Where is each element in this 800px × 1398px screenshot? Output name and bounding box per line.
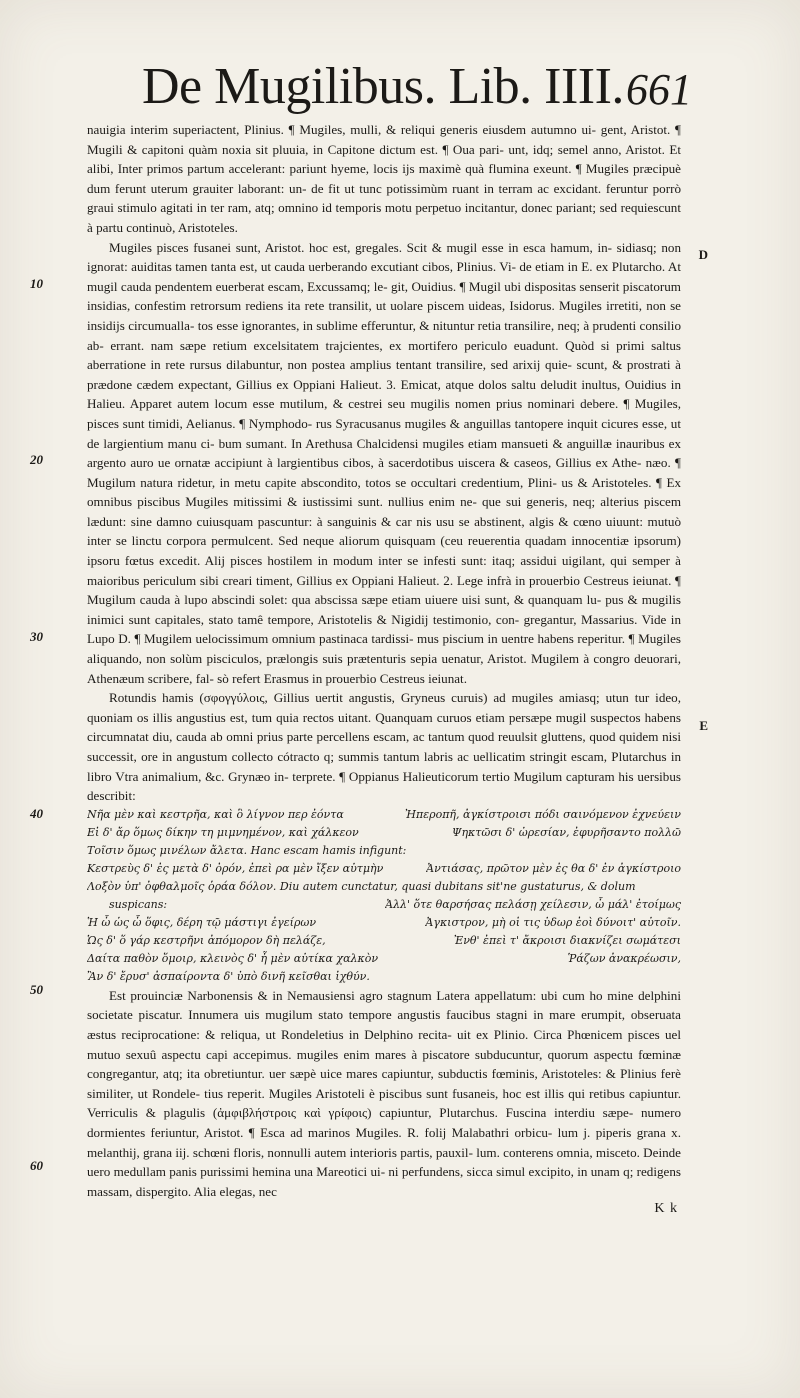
running-title: De Mugilibus. Lib. IIII. bbox=[142, 58, 624, 115]
margin-line-number: 30 bbox=[30, 629, 43, 644]
paragraph: Rotundis hamis (σφογγύλοις, Gillius uertit angustis, Gryneus curuis) ad mugiles amiasq; utun tur ideo, quoniam os illis angustius est, tum quia rectos uitant. Quanquam curuos etiam persæpe mugil suspectos habens circumnatat diu, cauda ab omni prius parte percellens escam, ac tantum quod reuulsit gluttens, quod quidem nisi successit, ore in angustum collecto cótracto q; summis tantum labris ac uellicatim stringit escam, Plutarchus in libro Vtra animalium, &c. Grynæo in- terprete. ¶ Oppianus Halieuticorum tertio Mugilum capturam his uersibus describit: bbox=[87, 690, 681, 804]
margin-line-number: 10 bbox=[30, 276, 43, 291]
margin-section-letter: D bbox=[698, 247, 708, 262]
paragraph: Est prouinciæ Narbonensis & in Nemausiensi agro stagnum Latera appellatum: ubi cum ho mine delphini societate piscatur. Innumera uis mugilum stato tempore angustis faucibus stagni in mare erumpit, obseruata æstus reciprocatione: & reliqua, ut Rondeletius in Delphino recita- uit ex Plinio. Circa Phœnicem pisces uel mutuo sexuû aspectu capi accepimus. mugiles enim mares à piscatore subducuntur, quorum aspectu fœminæ congregantur, atq; ita obretiuntur. uer sæpè uice mares capiuntur, subductis fœminis, Aristoteles: & Plinius ferè similiter, ut Rondele- tius reperit. Mugiles Aristoteli è piscibus sunt fusaneis, hoc est illis qui retibus capiuntur. Verriculis & plagulis (ἀμφιβλήστροις καὶ γρίφοις) capiuntur, Plutarchus. Fuscina interdiu sæpe- numero dormientes feriuntur, Aristot. ¶ Esca ad marinos Mugiles. R. folij Malabathri orbicu- lum j. piperis grana x. melanthij, grana iij. schœni floris, nonnulli autem interioris partis, pauxil- lum. conterens omnia, misceto. Deinde uero medullam panis purissimi hemina una Mareotici ui- ni perfundens, sicca simul excipito, in unam q; redigens massam, dispergito. Alia elegas, nec bbox=[87, 987, 681, 1199]
verse-line: Ὡς δ' ὅ γάρ κεστρῆνι ἀπόμορον δὴ πελάζε, Ἐνθ' ἐπεὶ τ' ἄκροισι διακνίζει σωμάτεσι bbox=[87, 933, 681, 947]
page-header bbox=[0, 52, 800, 122]
margin-section-letter: E bbox=[699, 718, 708, 733]
margin-line-number: 20 bbox=[30, 452, 43, 467]
paragraph: Mugiles pisces fusanei sunt, Aristot. hoc est, gregales. Scit & mugil esse in esca hamum, in- sidiasq; non ignorat: auiditas tamen tanta est, ut cauda uerberando excutiant cibos, Plinius. Vi- de etiam in E. ex Plutarcho. At mugil cauda pendentem euerberat escam, Excussamq; le- git, Ouidius. ¶ Mugil ubi dispositas senserit piscatorum insidias, confestim retrorsum rediens ita rete transilit, ut uolare piscem uideas, Isidorus. Mugiles irretiti, non se insidijs circumualla- tos esse ignorantes, in sublime efferuntur, & nituntur retia transilire, neq; à prudenti consilio ab- errant. nam sæpe retium excelsitatem trajcientes, ex mortifero periculo euadunt. Quòd si primi saltus aberratione in rete rursus dilabuntur, non postea amplius tentant transilire, sed arixij quie- scunt, & prostrati à prædone cædem expectant, Gillius ex Oppiani Halieut. 3. Emicat, atque dolos saltu deludit inultus, Ouidius in Halieu. Apparet autem locum esse mutilum, & cestrei seu mugilis nomen prius nominari debere. ¶ Mugiles, pisces sunt timidi, Aelianus. ¶ Nymphodo- rus Syracusanus mugiles & anguillas tantopere inquit cicures esse, ut de largientium manu ci- bum sumant. In Arethusa Chalcidensi mugiles etiam mansueti & anguillæ inauribus ex argento auro ue ornatæ accipiunt à largientibus cibos, à sacerdotibus uiscera & caseos, Gillius ex Athe- næo. ¶ Mugilum natura ridetur, in metu capite abscondito, totos se occultari credentium, Plini- us & Aristoteles. ¶ Ex omnibus piscibus Mugiles mitissimi & iustissimi sunt. nullius enim ne- que sui generis, neq; alterius piscem lædunt: sine damno cuiusquam pascuntur: à sanguinis & car nis usu se abstinent, algis & cœno uiuunt: mutuò inter se linctu corpora permulcent. Sed neque aliorum quisquam (ceu reuerentia quadam innocentiæ ipsorum) ipsoru fœtus excedit. Alij pisces hostilem in modum inter se infesti sunt: itaq; assidui uigilant, qui semper à maioribus periculum sibi creari timent, Gillius ex Oppiani Halieut. 2. Lege infrà in prouerbio Cestreus ieiunat. ¶ Mugilum cauda à lupo abscindi solet: qua abscissa sæpe etiam uiuere uisi sunt, & quanquam lu- pus & mugilis inimici sunt capitales, stato tamê tempore, Aristotelis & Nigidij testimonio, con- gregantur, Massarius. Vide in Lupo D. ¶ Mugilem uelocissimum omnium pastinaca tardissi- mus piscium in uentre habens reperitur. ¶ Mugiles aliquando, non solùm pisciculos, prælongis suis prætenturis sepia uenatur, Aristot. Mugilem à congro deuorari, Athenæum scribere, fal- sò refert Erasmus in prouerbio Cestreus ieiunat. bbox=[87, 239, 681, 686]
paragraph: nauigia interim superiactent, Plinius. ¶ Mugiles, mulli, & reliqui generis eiusdem autumno ui- gent, Aristot. ¶ Mugili & capitoni quàm noxia sit pluuia, in Capitone dictum est. ¶ Oua pari- unt, idq; semel anno, Aristot. Et alibi, Inter primos partum accelerant: pariunt hyeme, locis ijs maximè quà flumina exeunt. ¶ Mugiles præcipuè dum ferunt uterum grauiter laborant: un- de fit ut tunc potissimùm ruant in terram ac excidant. feruntur porrò graui stimulo agitati in ter ram, atq; omnino id temporis motu perpetuo incitantur, donec pariant; sed requiescunt à partu continuò, Aristoteles. bbox=[87, 122, 681, 235]
verse-line: Δαίτα παθὸν ὅμοιρ, κλεινὸς δ' ἦ μὲν αὐτίκα χαλκὸν Ῥάζων ἀνακρέωσιν, bbox=[87, 951, 681, 965]
verse-line: Τοῖσιν ὅμως μινέλων ἄλετα. Hanc escam hamis infigunt: bbox=[87, 843, 407, 857]
verse-line: Νῆα μὲν καὶ κεστρῆα, καὶ ὃ λίγνον περ ἐόντα Ἠπεροπῆ, ἀγκίστροισι πόδι σαινόμενον ἐχνεύειν bbox=[87, 807, 681, 821]
verse-line: Εἰ δ' ἄρ ὅμως δίκην τη μιμνημένον, καὶ χάλκεον Ψηκτῶσι δ' ὠρεσίαν, ἐφυρῆσαντο πολλῶ bbox=[87, 825, 681, 839]
greek-verses bbox=[87, 806, 681, 986]
catchword: K k bbox=[654, 1201, 678, 1216]
verse-line: Λοξὸν ὑπ' ὀφθαλμοῖς ὁράα δόλον. Diu autem cunctatur, quasi dubitans sit'ne gustaturus, & dolum bbox=[87, 879, 636, 893]
margin-line-number: 40 bbox=[30, 806, 43, 821]
verse-line: Κεστρεὺς δ' ἐς μετὰ δ' ὀρόν, ἐπεὶ ρα μὲν ἴξεν αὐτμὴν Ἀντιάσας, πρῶτον μὲν ἐς θα δ' ἐν ἀγκίστροιο bbox=[87, 861, 681, 875]
margin-line-number: 60 bbox=[30, 1158, 43, 1173]
folio-number: 661 bbox=[626, 65, 692, 114]
verse-line: Ἡ ὦ ὡς ὧ ὅφις, δέρη τῷ μάστιγι ἐγείρων Ἀγκιστρον, μὴ οἱ τις ὑδωρ ἐοὶ δύνοιτ' αὐτοῖν. bbox=[87, 915, 681, 929]
verse-line: suspicans: Ἀλλ' ὅτε θαρσήσας πελάσῃ χείλεσιν, ὦ μάλ' ἐτοίμως bbox=[109, 897, 681, 911]
verse-line: Ἂν δ' ἔρυσ' ἀσπαίροντα δ' ὑπὸ δινῆ κεῖσθαι ἰχθύν. bbox=[87, 969, 370, 983]
margin-line-number: 50 bbox=[30, 982, 43, 997]
body-text bbox=[87, 120, 681, 1201]
